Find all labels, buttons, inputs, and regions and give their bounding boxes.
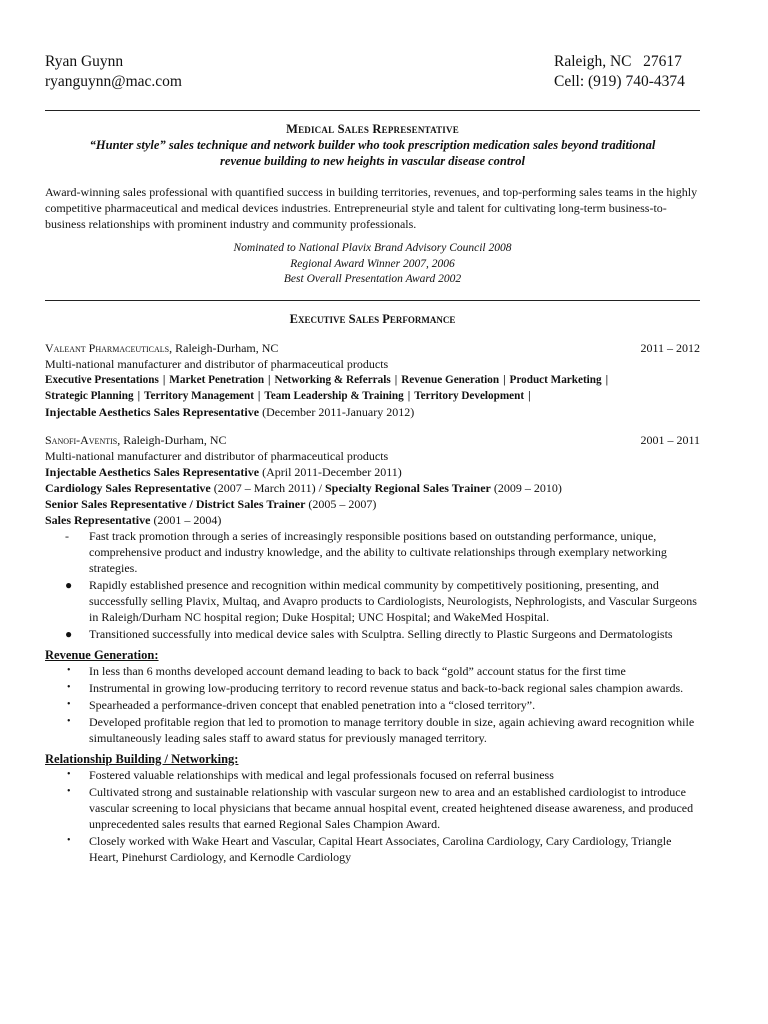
skill-separator: | <box>407 389 411 402</box>
bullet-icon: • <box>67 664 71 676</box>
company-location: , Raleigh-Durham, NC <box>169 340 279 355</box>
awards-list <box>45 241 700 288</box>
skill-item: Team Leadership & Training <box>264 389 404 402</box>
candidate-email[interactable]: ryanguynn@mac.com <box>45 73 182 90</box>
list-item-text: Spearheaded a performance-driven concept that enabled penetration into a “closed territory”. <box>89 697 536 712</box>
bullet-icon: • <box>67 681 71 693</box>
role-title: Specialty Regional Sales Trainer <box>324 480 491 495</box>
skill-item: Revenue Generation <box>401 373 500 386</box>
resume-page <box>45 52 700 866</box>
list-item <box>45 784 700 832</box>
role-dates: (2005 – 2007) <box>305 496 377 511</box>
award-item: Regional Award Winner 2007, 2006 <box>290 257 455 270</box>
skill-separator: | <box>257 389 261 402</box>
bullet-icon: • <box>67 768 71 780</box>
list-item-text: Developed profitable region that led to promotion to manage territory double in size, again achieving award recognition while simultaneously leading sales staff to award status for previously managed territory. <box>89 714 695 745</box>
role-line <box>45 512 700 528</box>
job-dates: 2011 – 2012 <box>640 340 700 355</box>
skill-separator: | <box>394 373 398 386</box>
job-header <box>45 432 700 448</box>
list-item <box>45 626 700 642</box>
list-item <box>45 833 700 865</box>
role-dates: (April 2011-December 2011) <box>259 464 402 479</box>
skill-item: Executive Presentations <box>45 373 159 386</box>
list-item-text: Transitioned successfully into medical device sales with Sculptra. Selling directly to Plastic Surgeons and Dermatologists <box>89 626 673 641</box>
bullet-icon: ● <box>65 626 73 641</box>
role-dates: (December 2011-January 2012) <box>259 404 415 419</box>
company-description: Multi-national manufacturer and distributor of pharmaceutical products <box>45 448 389 463</box>
bullet-icon: • <box>67 785 71 797</box>
professional-summary: Award-winning sales professional with quantified success in building territories, revenues, and top-performing sales teams in the highly competitive pharmaceutical and medical devices industries. Entrepreneurial style and talent for cultivating long-term business-to-business relationships with prominent industry and community professionals. <box>45 185 698 231</box>
skill-item: Product Marketing <box>509 373 602 386</box>
role-title: Sales Representative <box>45 512 151 527</box>
resume-title: Medical Sales Representative <box>286 122 459 136</box>
role-line <box>45 496 700 512</box>
list-item-text: Closely worked with Wake Heart and Vascular, Capital Heart Associates, Carolina Cardiology, Cary Cardiology, Triangle Heart, Pinehurst Cardiology, and Kernodle Cardiology <box>89 833 672 864</box>
role-dates: (2009 – 2010) <box>490 480 562 495</box>
role-line <box>45 464 700 480</box>
role-list <box>45 464 700 528</box>
skills-line <box>45 388 700 404</box>
role-title: Senior Sales Representative / District Sales Trainer <box>45 496 306 511</box>
list-item <box>45 767 700 783</box>
bullet-icon: - <box>65 528 69 543</box>
skill-item: Territory Management <box>144 389 254 402</box>
header-row-2 <box>45 72 700 92</box>
role-line <box>45 404 700 420</box>
company-location: , Raleigh-Durham, NC <box>117 432 227 447</box>
job-valeant <box>45 340 700 420</box>
award-item: Nominated to National Plavix Brand Advisory Council 2008 <box>233 242 512 254</box>
header-divider <box>45 110 700 111</box>
company-description: Multi-national manufacturer and distributor of pharmaceutical products <box>45 356 389 371</box>
role-dates: (2001 – 2004) <box>150 512 222 527</box>
candidate-name: Ryan Guynn <box>45 53 124 70</box>
company-name: Sanofi-Aventis <box>45 432 118 447</box>
list-item <box>45 680 700 696</box>
relationship-list <box>45 767 700 865</box>
skill-item: Strategic Planning <box>45 389 134 402</box>
skill-separator: | <box>528 389 531 402</box>
relationship-heading: Relationship Building / Networking: <box>45 751 239 766</box>
list-item-text: In less than 6 months developed account demand leading to back to back “gold” account status for the first time <box>89 663 626 678</box>
list-item-text: Fostered valuable relationships with medical and legal professionals focused on referral business <box>89 767 554 782</box>
list-item <box>45 663 700 679</box>
job-dates: 2001 – 2011 <box>640 432 700 447</box>
list-item <box>45 714 700 746</box>
list-item <box>45 528 700 576</box>
resume-tagline: “Hunter style” sales technique and network builder who took prescription medication sales beyond traditional revenue building to new heights in vascular disease control <box>89 138 656 168</box>
award-item: Best Overall Presentation Award 2002 <box>283 273 462 285</box>
job-header <box>45 340 700 356</box>
section-title-experience: Executive Sales Performance <box>289 311 456 326</box>
achievement-list <box>45 528 700 642</box>
bullet-icon: ● <box>65 577 73 592</box>
list-item <box>45 577 700 625</box>
bullet-icon: • <box>67 715 71 727</box>
list-item-text: Rapidly established presence and recognition within medical community by competitively positioning, presenting, and successfully selling Plavix, Multaq, and Avapro products to Cardiologists, Neurologists, Nephrologists, and Vascular Surgeons in Raleigh/Durham NC hospital region; Duke Hospital; UNC Hospital; and WakeMed Hospital. <box>89 577 697 624</box>
section-divider <box>45 300 700 301</box>
job-employer <box>45 432 227 448</box>
list-item <box>45 697 700 713</box>
skill-separator: | <box>605 373 609 386</box>
list-item-text: Fast track promotion through a series of increasingly responsible positions based on outstanding performance, unique, comprehensive product and industry knowledge, and the ability to cultivate relationships through exemplary networking strategies. <box>89 528 667 575</box>
company-name: Valeant Pharmaceuticals <box>45 340 170 355</box>
role-line <box>45 480 700 496</box>
role-title: Injectable Aesthetics Sales Representative <box>45 404 260 419</box>
skill-separator: | <box>162 373 166 386</box>
role-title: Injectable Aesthetics Sales Representative <box>45 464 260 479</box>
candidate-phone: Cell: (919) 740-4374 <box>554 73 685 90</box>
skill-separator: | <box>503 373 506 386</box>
skill-separator: | <box>137 389 141 402</box>
skill-item: Market Penetration <box>169 373 265 386</box>
skill-separator: | <box>268 373 271 386</box>
revenue-heading: Revenue Generation: <box>45 647 159 662</box>
skill-item: Networking & Referrals <box>274 373 391 386</box>
revenue-list <box>45 663 700 746</box>
list-item-text: Cultivated strong and sustainable relationship with vascular surgeon new to area and an established cardiologist to introduce vascular screening to local physicians that became annual hospital event, created heightened disease awareness, and produced unprecedented sales results that earned Regional Sales Champion Award. <box>89 784 694 831</box>
bullet-icon: • <box>67 698 71 710</box>
header-row-1 <box>45 52 700 72</box>
role-dates: (2007 – March 2011) / <box>210 480 325 495</box>
list-item-text: Instrumental in growing low-producing territory to record revenue status and back-to-back regional sales champion awards. <box>89 680 684 695</box>
job-sanofi <box>45 432 700 642</box>
bullet-icon: • <box>67 834 71 846</box>
skill-item: Territory Development <box>414 389 525 402</box>
job-employer <box>45 340 278 356</box>
role-title: Cardiology Sales Representative <box>45 480 211 495</box>
candidate-location: Raleigh, NC 27617 <box>554 53 682 70</box>
skills-line <box>45 372 700 388</box>
